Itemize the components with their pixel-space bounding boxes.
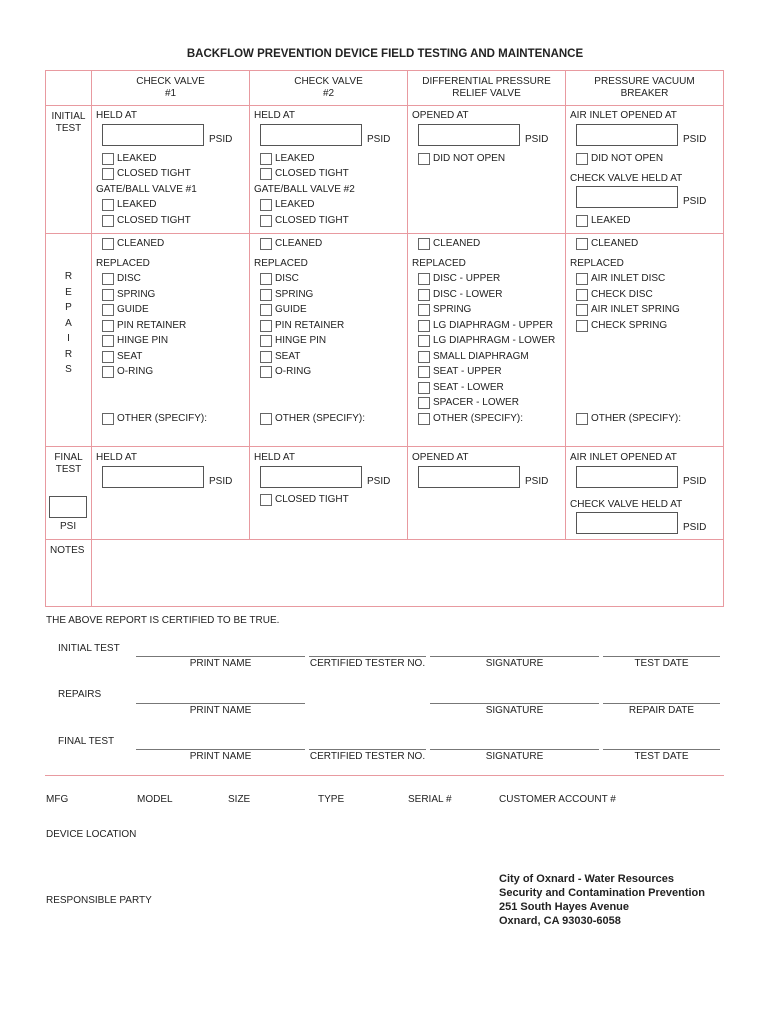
pvb-part-checkbox[interactable] (576, 320, 588, 332)
psid-label: PSID (683, 134, 707, 145)
repairs-letter: A (65, 317, 72, 329)
grid-line (565, 70, 566, 539)
rp-cleaned-checkbox[interactable] (418, 238, 430, 250)
signature-caption: SIGNATURE (485, 658, 544, 669)
pvb-part-checkbox[interactable] (576, 273, 588, 285)
column-header-line: BREAKER (620, 88, 669, 99)
date-line[interactable] (603, 656, 720, 657)
part-label: SPRING (433, 304, 472, 315)
customer-account-label: CUSTOMER ACCOUNT # (499, 794, 616, 805)
cv1-part-checkbox[interactable] (102, 304, 114, 316)
part-label: SEAT (275, 351, 301, 362)
agency-address (499, 872, 705, 928)
row-label-line: TEST (55, 123, 82, 134)
form-title: BACKFLOW PREVENTION DEVICE FIELD TESTING AND MAINTENANCE (186, 48, 584, 60)
pvb-leaked-checkbox[interactable] (576, 215, 588, 227)
cv2-cleaned-checkbox[interactable] (260, 238, 272, 250)
cv1-part-checkbox[interactable] (102, 335, 114, 347)
pvb-check-valve-held-label: CHECK VALVE HELD AT (570, 173, 683, 184)
column-header-line: CHECK VALVE (136, 76, 205, 87)
print-name-line[interactable] (136, 703, 305, 704)
part-label: SEAT - LOWER (433, 382, 504, 393)
address-line: Oxnard, CA 93030-6058 (499, 915, 621, 927)
checkbox-label: LEAKED (117, 153, 157, 164)
row-label-line: FINAL (54, 452, 83, 463)
sign-row-label: INITIAL TEST (58, 643, 120, 654)
rp-part-checkbox[interactable] (418, 289, 430, 301)
type-label: TYPE (318, 794, 345, 805)
address-line: City of Oxnard - Water Resources (499, 873, 675, 885)
gate2-closed-tight-checkbox[interactable] (260, 215, 272, 227)
rp-part-checkbox[interactable] (418, 335, 430, 347)
row-label-final-test (46, 452, 91, 476)
part-label: AIR INLET DISC (591, 273, 666, 284)
checkbox-label: DID NOT OPEN (433, 153, 506, 164)
part-label: PIN RETAINER (117, 320, 187, 331)
repairs-letter: I (67, 333, 70, 344)
final-pvb-air-inlet-label: AIR INLET OPENED AT (570, 452, 677, 463)
cv2-part-checkbox[interactable] (260, 366, 272, 378)
repairs-letter: E (65, 286, 72, 298)
row-label-line: INITIAL (51, 111, 86, 122)
cv2-held-at-label: HELD AT (254, 110, 295, 121)
repairs-letter: S (65, 364, 72, 375)
cv1-leaked-checkbox[interactable] (102, 153, 114, 165)
cv1-closed-tight-checkbox[interactable] (102, 168, 114, 180)
column-header-check-valve-2 (250, 76, 407, 100)
part-label: HINGE PIN (275, 335, 327, 346)
cv2-closed-tight-checkbox[interactable] (260, 168, 272, 180)
psid-label: PSID (683, 476, 707, 487)
cv2-part-checkbox[interactable] (260, 351, 272, 363)
date-line[interactable] (603, 749, 720, 750)
psid-label: PSID (367, 134, 391, 145)
pvb-part-checkbox[interactable] (576, 304, 588, 316)
checkbox-label: CLEANED (591, 238, 639, 249)
psid-label: PSID (683, 522, 707, 533)
part-label: CHECK SPRING (591, 320, 668, 331)
part-label: PIN RETAINER (275, 320, 345, 331)
part-label: AIR INLET SPRING (591, 304, 680, 315)
rp-part-checkbox[interactable] (418, 351, 430, 363)
cv1-part-checkbox[interactable] (102, 351, 114, 363)
print-name-caption: PRINT NAME (189, 705, 252, 716)
psid-label: PSID (525, 134, 549, 145)
gate1-leaked-checkbox[interactable] (102, 199, 114, 211)
part-label: SPRING (117, 289, 156, 300)
final-psi-input[interactable] (49, 496, 87, 518)
tester-no-caption: CERTIFIED TESTER NO. (309, 658, 426, 669)
checkbox-label: LEAKED (275, 199, 315, 210)
part-label: DISC (117, 273, 141, 284)
cv1-held-at-input[interactable] (102, 124, 204, 146)
rp-part-checkbox[interactable] (418, 397, 430, 409)
repairs-letter: R (64, 271, 73, 282)
repairs-letter: P (65, 302, 72, 313)
final-rp-opened-at-label: OPENED AT (412, 452, 469, 463)
column-header-line: #2 (322, 88, 335, 99)
pvb-cleaned-checkbox[interactable] (576, 238, 588, 250)
pvb-air-inlet-label: AIR INLET OPENED AT (570, 110, 677, 121)
address-line: 251 South Hayes Avenue (499, 901, 630, 913)
replaced-label: REPLACED (570, 258, 624, 269)
print-name-caption: PRINT NAME (189, 658, 252, 669)
column-header-line: CHECK VALVE (294, 76, 363, 87)
final-cv1-held-at-input[interactable] (102, 466, 204, 488)
part-label: LG DIAPHRAGM - UPPER (433, 320, 554, 331)
final-cv1-held-at-label: HELD AT (96, 452, 137, 463)
rp-opened-at-label: OPENED AT (412, 110, 469, 121)
rp-part-checkbox[interactable] (418, 320, 430, 332)
address-line: Security and Contamination Prevention (499, 887, 705, 899)
row-label-initial-test (46, 111, 91, 135)
checkbox-label: DID NOT OPEN (591, 153, 664, 164)
column-header-line: DIFFERENTIAL PRESSURE (422, 76, 551, 87)
grid-line (91, 70, 92, 606)
cv1-part-checkbox[interactable] (102, 289, 114, 301)
column-header-check-valve-1 (92, 76, 249, 100)
row-label-repairs (46, 269, 91, 378)
replaced-label: REPLACED (96, 258, 150, 269)
signature-line[interactable] (430, 656, 599, 657)
tester-no-caption: CERTIFIED TESTER NO. (309, 751, 426, 762)
print-name-caption: PRINT NAME (189, 751, 252, 762)
pvb-did-not-open-checkbox[interactable] (576, 153, 588, 165)
part-label: GUIDE (117, 304, 149, 315)
cv2-part-checkbox[interactable] (260, 304, 272, 316)
other-label: OTHER (SPECIFY): (117, 413, 208, 424)
psid-label: PSID (367, 476, 391, 487)
print-name-line[interactable] (136, 656, 305, 657)
psid-label: PSID (209, 476, 233, 487)
gate-valve-1-label: GATE/BALL VALVE #1 (96, 184, 197, 195)
date-caption: TEST DATE (634, 751, 689, 762)
checkbox-label: CLOSED TIGHT (275, 494, 349, 505)
final-cv2-held-at-label: HELD AT (254, 452, 295, 463)
checkbox-label: CLEANED (275, 238, 323, 249)
notes-label: NOTES (50, 545, 85, 556)
column-header-relief-valve (408, 76, 565, 100)
cv1-part-checkbox[interactable] (102, 320, 114, 332)
grid-line (45, 233, 724, 234)
checkbox-label: CLEANED (117, 238, 165, 249)
part-label: O-RING (275, 366, 312, 377)
rp-did-not-open-checkbox[interactable] (418, 153, 430, 165)
part-label: SEAT (117, 351, 143, 362)
column-header-line: PRESSURE VACUUM (594, 76, 695, 87)
signature-line[interactable] (430, 703, 599, 704)
repairs-letter: R (64, 348, 73, 360)
grid-line (45, 70, 724, 71)
pvb-check-valve-held-input[interactable] (576, 186, 678, 208)
rp-part-checkbox[interactable] (418, 304, 430, 316)
tester-no-line[interactable] (309, 749, 426, 750)
signature-caption: SIGNATURE (485, 751, 544, 762)
grid-line (45, 539, 724, 540)
part-label: HINGE PIN (117, 335, 169, 346)
checkbox-label: CLOSED TIGHT (117, 215, 191, 226)
signature-line[interactable] (430, 749, 599, 750)
final-cv2-held-at-input[interactable] (260, 466, 362, 488)
rp-other-checkbox[interactable] (418, 413, 430, 425)
checkbox-label: LEAKED (117, 199, 157, 210)
rp-part-checkbox[interactable] (418, 382, 430, 394)
checkbox-label: LEAKED (591, 215, 631, 226)
part-label: SMALL DIAPHRAGM (433, 351, 529, 362)
psi-label: PSI (60, 521, 77, 532)
signature-caption: SIGNATURE (485, 705, 544, 716)
grid-line (45, 446, 724, 447)
checkbox-label: CLEANED (433, 238, 481, 249)
column-header-vacuum-breaker (566, 76, 723, 100)
date-line[interactable] (603, 703, 720, 704)
final-cv2-closed-tight-checkbox[interactable] (260, 494, 272, 506)
notes-area[interactable] (93, 541, 722, 605)
tester-no-line[interactable] (309, 656, 426, 657)
checkbox-label: CLOSED TIGHT (117, 168, 191, 179)
mfg-label: MFG (46, 794, 69, 805)
cv2-part-checkbox[interactable] (260, 320, 272, 332)
part-label: LG DIAPHRAGM - LOWER (433, 335, 556, 346)
final-rp-opened-at-input[interactable] (418, 466, 520, 488)
part-label: DISC (275, 273, 299, 284)
part-label: GUIDE (275, 304, 307, 315)
checkbox-label: LEAKED (275, 153, 315, 164)
device-location-label: DEVICE LOCATION (46, 829, 137, 840)
checkbox-label: CLOSED TIGHT (275, 215, 349, 226)
certify-statement: THE ABOVE REPORT IS CERTIFIED TO BE TRUE. (46, 615, 280, 626)
final-pvb-air-inlet-input[interactable] (576, 466, 678, 488)
responsible-party-label: RESPONSIBLE PARTY (46, 895, 152, 906)
size-label: SIZE (228, 794, 251, 805)
serial-label: SERIAL # (408, 794, 452, 805)
gate1-closed-tight-checkbox[interactable] (102, 215, 114, 227)
psid-label: PSID (525, 476, 549, 487)
print-name-line[interactable] (136, 749, 305, 750)
model-label: MODEL (137, 794, 173, 805)
cv1-other-checkbox[interactable] (102, 413, 114, 425)
rp-part-checkbox[interactable] (418, 366, 430, 378)
row-label-line: TEST (55, 464, 82, 475)
replaced-label: REPLACED (254, 258, 308, 269)
cv2-held-at-input[interactable] (260, 124, 362, 146)
cv2-part-checkbox[interactable] (260, 273, 272, 285)
cv2-other-checkbox[interactable] (260, 413, 272, 425)
cv1-held-at-label: HELD AT (96, 110, 137, 121)
other-label: OTHER (SPECIFY): (591, 413, 682, 424)
psid-label: PSID (209, 134, 233, 145)
part-label: DISC - UPPER (433, 273, 501, 284)
pvb-part-checkbox[interactable] (576, 289, 588, 301)
grid-line (249, 70, 250, 539)
cv1-part-checkbox[interactable] (102, 273, 114, 285)
grid-line (723, 70, 724, 606)
column-header-line: #1 (164, 88, 177, 99)
gate2-leaked-checkbox[interactable] (260, 199, 272, 211)
pvb-other-checkbox[interactable] (576, 413, 588, 425)
column-header-line: RELIEF VALVE (452, 88, 521, 99)
part-label: SPACER - LOWER (433, 397, 519, 408)
checkbox-label: CLOSED TIGHT (275, 168, 349, 179)
psid-label: PSID (683, 196, 707, 207)
cv2-part-checkbox[interactable] (260, 289, 272, 301)
gate-valve-2-label: GATE/BALL VALVE #2 (254, 184, 355, 195)
sign-row-label: REPAIRS (58, 689, 102, 700)
cv1-cleaned-checkbox[interactable] (102, 238, 114, 250)
rp-opened-at-input[interactable] (418, 124, 520, 146)
cv1-part-checkbox[interactable] (102, 366, 114, 378)
grid-line (45, 606, 724, 607)
grid-line (407, 70, 408, 539)
section-divider (45, 775, 724, 776)
part-label: SPRING (275, 289, 314, 300)
other-label: OTHER (SPECIFY): (275, 413, 366, 424)
part-label: SEAT - UPPER (433, 366, 502, 377)
cv2-part-checkbox[interactable] (260, 335, 272, 347)
date-caption: REPAIR DATE (628, 705, 695, 716)
part-label: CHECK DISC (591, 289, 653, 300)
part-label: O-RING (117, 366, 154, 377)
part-label: DISC - LOWER (433, 289, 503, 300)
pvb-air-inlet-input[interactable] (576, 124, 678, 146)
grid-line (45, 105, 724, 106)
final-pvb-check-valve-input[interactable] (576, 512, 678, 534)
date-caption: TEST DATE (634, 658, 689, 669)
final-pvb-check-valve-label: CHECK VALVE HELD AT (570, 499, 683, 510)
cv2-leaked-checkbox[interactable] (260, 153, 272, 165)
other-label: OTHER (SPECIFY): (433, 413, 524, 424)
rp-part-checkbox[interactable] (418, 273, 430, 285)
sign-row-label: FINAL TEST (58, 736, 115, 747)
replaced-label: REPLACED (412, 258, 466, 269)
